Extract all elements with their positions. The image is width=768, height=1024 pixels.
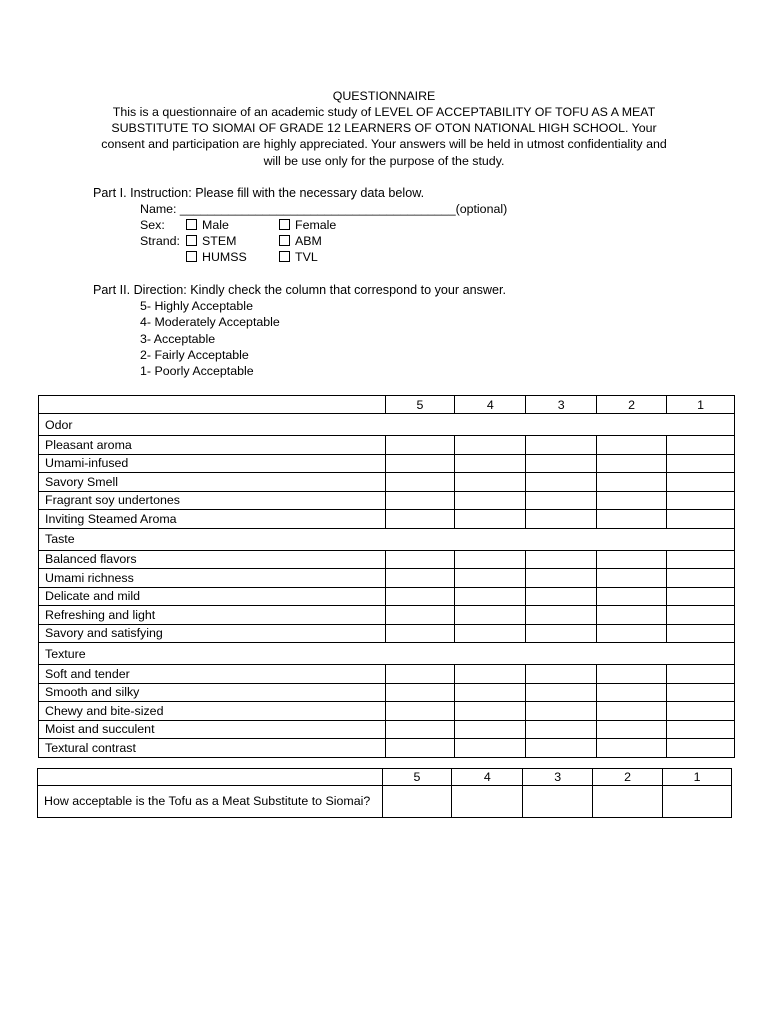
table-row [39, 624, 735, 643]
table-row [39, 665, 735, 684]
strand-tvl-option[interactable] [279, 249, 318, 265]
rating-cell[interactable] [667, 606, 735, 625]
strand-tvl-label: TVL [295, 250, 318, 264]
rating-cell[interactable] [385, 665, 455, 684]
table-row [39, 720, 735, 739]
criterion-label: Textural contrast [39, 739, 386, 758]
rating-cell[interactable] [667, 436, 735, 455]
rating-cell[interactable] [385, 624, 455, 643]
rating-cell[interactable] [526, 665, 597, 684]
table-row [39, 606, 735, 625]
rating-cell[interactable] [526, 683, 597, 702]
rating-cell[interactable] [597, 624, 667, 643]
rating-cell[interactable] [385, 569, 455, 588]
rating-cell[interactable] [526, 606, 597, 625]
rating-cell[interactable] [455, 665, 526, 684]
rating-cell[interactable] [667, 720, 735, 739]
table-row [39, 739, 735, 758]
criterion-label: Refreshing and light [39, 606, 386, 625]
rating-cell[interactable] [385, 702, 455, 721]
rating-cell[interactable] [667, 683, 735, 702]
rating-cell[interactable] [455, 550, 526, 569]
rating-cell[interactable] [597, 473, 667, 492]
table-header-row [39, 396, 735, 414]
criterion-label: Savory Smell [39, 473, 386, 492]
rating-cell[interactable] [597, 683, 667, 702]
rating-cell[interactable] [597, 739, 667, 758]
rating-cell[interactable] [597, 587, 667, 606]
category-label: Odor [39, 414, 735, 436]
part1-instruction: Part I. Instruction: Please fill with the necessary data below. [93, 186, 425, 200]
criterion-label: Umami-infused [39, 454, 386, 473]
rating-cell[interactable] [597, 665, 667, 684]
header-blank-cell [38, 769, 383, 786]
rating-cell[interactable] [526, 550, 597, 569]
rating-cell[interactable] [455, 436, 526, 455]
table-row [38, 786, 732, 818]
rating-cell[interactable] [593, 786, 663, 818]
rating-cell[interactable] [455, 702, 526, 721]
strand-abm-label: ABM [295, 234, 322, 248]
checkbox-icon[interactable] [279, 235, 290, 246]
rating-cell[interactable] [382, 786, 452, 818]
rating-cell[interactable] [526, 473, 597, 492]
rating-cell[interactable] [526, 702, 597, 721]
scale-item: 4- Moderately Acceptable [140, 315, 280, 330]
rating-cell[interactable] [385, 491, 455, 510]
rating-cell[interactable] [385, 510, 455, 529]
criterion-label: Delicate and mild [39, 587, 386, 606]
rating-cell[interactable] [452, 786, 523, 818]
rating-cell[interactable] [526, 720, 597, 739]
sex-label: Sex: [140, 218, 165, 232]
strand-stem-option[interactable] [186, 233, 236, 249]
rating-cell[interactable] [385, 739, 455, 758]
table-header-row [38, 769, 732, 786]
sex-male-option[interactable] [186, 217, 229, 233]
category-row [39, 643, 735, 665]
rating-cell[interactable] [667, 473, 735, 492]
rating-cell[interactable] [385, 720, 455, 739]
column-header: 5 [382, 769, 452, 786]
rating-cell[interactable] [385, 436, 455, 455]
checkbox-icon[interactable] [186, 219, 197, 230]
rating-cell[interactable] [597, 510, 667, 529]
criterion-label: Inviting Steamed Aroma [39, 510, 386, 529]
table-row [39, 436, 735, 455]
rating-cell[interactable] [667, 454, 735, 473]
rating-cell[interactable] [385, 454, 455, 473]
criterion-label: Soft and tender [39, 665, 386, 684]
rating-scale-legend [140, 298, 280, 379]
rating-cell[interactable] [526, 624, 597, 643]
column-header: 4 [452, 769, 523, 786]
criterion-label: Moist and succulent [39, 720, 386, 739]
rating-cell[interactable] [597, 550, 667, 569]
rating-cell[interactable] [597, 702, 667, 721]
scale-item: 1- Poorly Acceptable [140, 364, 254, 379]
category-label: Texture [39, 643, 735, 665]
rating-cell[interactable] [455, 510, 526, 529]
sex-male-label: Male [202, 218, 229, 232]
rating-cell[interactable] [385, 550, 455, 569]
rating-cell[interactable] [385, 606, 455, 625]
rating-cell[interactable] [667, 624, 735, 643]
rating-cell[interactable] [667, 569, 735, 588]
criterion-label: Umami richness [39, 569, 386, 588]
strand-humss-label: HUMSS [202, 250, 247, 264]
rating-cell[interactable] [385, 473, 455, 492]
table-row [39, 683, 735, 702]
rating-cell[interactable] [455, 587, 526, 606]
header-blank-cell [39, 396, 386, 414]
rating-cell[interactable] [597, 569, 667, 588]
rating-cell[interactable] [526, 510, 597, 529]
column-header: 3 [526, 396, 597, 414]
rating-cell[interactable] [667, 665, 735, 684]
sex-female-option[interactable] [279, 217, 336, 233]
column-header: 1 [663, 769, 732, 786]
overall-table [37, 768, 732, 818]
rating-cell[interactable] [455, 454, 526, 473]
name-field[interactable]: Name: ________________________________________(optional) [140, 202, 508, 216]
rating-cell[interactable] [455, 720, 526, 739]
category-row [39, 414, 735, 436]
table-row [39, 702, 735, 721]
column-header: 1 [667, 396, 735, 414]
sex-female-label: Female [295, 218, 337, 232]
overall-question: How acceptable is the Tofu as a Meat Substitute to Siomai? [38, 786, 383, 818]
rating-cell[interactable] [597, 491, 667, 510]
category-row [39, 528, 735, 550]
table-row [39, 454, 735, 473]
criterion-label: Chewy and bite-sized [39, 702, 386, 721]
category-label: Taste [39, 528, 735, 550]
rating-cell[interactable] [597, 436, 667, 455]
rating-cell[interactable] [455, 739, 526, 758]
rating-cell[interactable] [667, 510, 735, 529]
checkbox-icon[interactable] [279, 219, 290, 230]
rating-cell[interactable] [455, 473, 526, 492]
rating-cell[interactable] [667, 550, 735, 569]
rating-cell[interactable] [597, 720, 667, 739]
criterion-label: Savory and satisfying [39, 624, 386, 643]
rating-cell[interactable] [597, 606, 667, 625]
rating-cell[interactable] [455, 624, 526, 643]
rating-cell[interactable] [667, 702, 735, 721]
rating-cell[interactable] [667, 587, 735, 606]
rating-cell[interactable] [526, 491, 597, 510]
scale-item: 5- Highly Acceptable [140, 299, 253, 313]
checkbox-icon[interactable] [186, 235, 197, 246]
rating-cell[interactable] [667, 491, 735, 510]
strand-humss-option[interactable] [186, 249, 247, 265]
strand-stem-label: STEM [202, 234, 237, 248]
rating-cell[interactable] [455, 491, 526, 510]
table-row [39, 473, 735, 492]
strand-abm-option[interactable] [279, 233, 322, 249]
rating-cell[interactable] [455, 569, 526, 588]
rating-cell[interactable] [523, 786, 593, 818]
checkbox-icon[interactable] [186, 251, 197, 262]
scale-item: 3- Acceptable [140, 331, 216, 346]
rating-table [38, 395, 735, 758]
rating-cell[interactable] [526, 587, 597, 606]
rating-cell[interactable] [663, 786, 732, 818]
rating-cell[interactable] [455, 606, 526, 625]
page-title: QUESTIONNAIRE [332, 89, 436, 103]
criterion-label: Smooth and silky [39, 683, 386, 702]
intro-paragraph: This is a questionnaire of an academic study of LEVEL OF ACCEPTABILITY OF TOFU AS A MEAT SUBSTITUTE TO SIOMAI OF GRADE 12 LEARNERS OF OTON NATIONAL HIGH SCHOOL. Your consent and participation are highly appreciated. Your answers will be held in utmost confidentiality and will be use only for the purpose of the study. [101, 105, 667, 168]
rating-cell[interactable] [385, 683, 455, 702]
criterion-label: Fragrant soy undertones [39, 491, 386, 510]
rating-cell[interactable] [385, 587, 455, 606]
rating-cell[interactable] [526, 436, 597, 455]
criterion-label: Balanced flavors [39, 550, 386, 569]
column-header: 2 [593, 769, 663, 786]
rating-cell[interactable] [526, 454, 597, 473]
strand-label: Strand: [140, 234, 180, 248]
rating-cell[interactable] [526, 569, 597, 588]
column-header: 4 [455, 396, 526, 414]
part2-direction: Part II. Direction: Kindly check the column that correspond to your answer. [93, 283, 506, 297]
checkbox-icon[interactable] [279, 251, 290, 262]
table-row [39, 491, 735, 510]
column-header: 5 [385, 396, 455, 414]
table-row [39, 510, 735, 529]
table-row [39, 569, 735, 588]
rating-cell[interactable] [597, 454, 667, 473]
column-header: 3 [523, 769, 593, 786]
table-row [39, 587, 735, 606]
column-header: 2 [597, 396, 667, 414]
table-row [39, 550, 735, 569]
rating-cell[interactable] [526, 739, 597, 758]
scale-item: 2- Fairly Acceptable [140, 347, 249, 362]
criterion-label: Pleasant aroma [39, 436, 386, 455]
rating-cell[interactable] [667, 739, 735, 758]
rating-cell[interactable] [455, 683, 526, 702]
